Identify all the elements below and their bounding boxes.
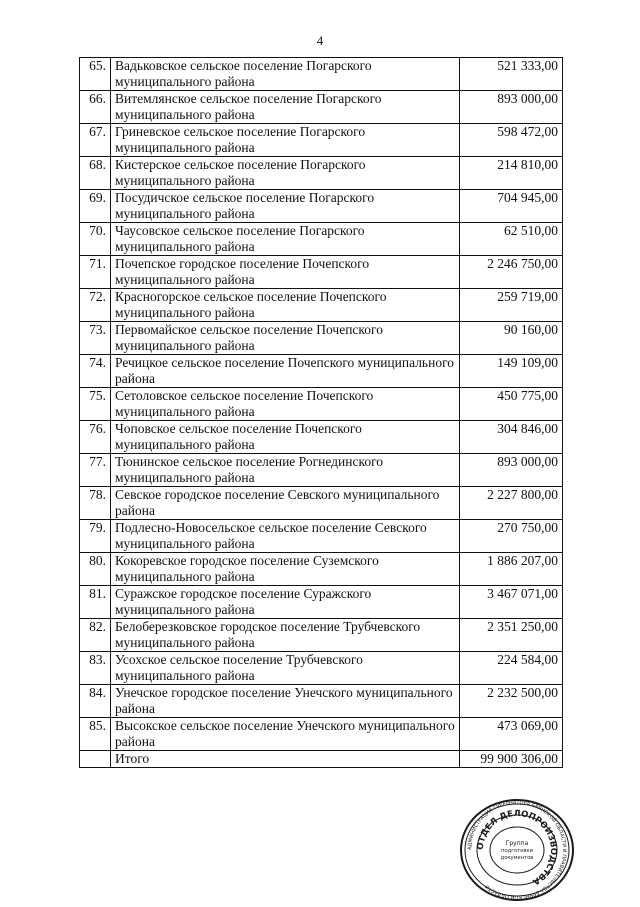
table-row [80,355,563,388]
stamp-center-line-2: подготовки [501,848,533,854]
settlement-name-cell: Белоберезковское городское поселение Трубчевского муниципального района [111,619,460,652]
amount-cell: 2 351 250,00 [460,619,563,652]
row-number-cell: 74. [80,355,111,388]
settlement-name-cell: Гриневское сельское поселение Погарского муниципального района [111,124,460,157]
table-body [80,58,563,768]
table-row [80,520,563,553]
row-number-cell: 80. [80,553,111,586]
amount-cell: 259 719,00 [460,289,563,322]
table-row [80,586,563,619]
table-row [80,487,563,520]
table-row [80,685,563,718]
table-row [80,124,563,157]
amount-cell: 2 246 750,00 [460,256,563,289]
table-row [80,718,563,751]
total-amount-cell: 99 900 306,00 [460,751,563,768]
row-number-cell: 81. [80,586,111,619]
allocation-table [79,57,563,768]
amount-cell: 521 333,00 [460,58,563,91]
total-number-cell [80,751,111,768]
table-row [80,652,563,685]
row-number-cell: 66. [80,91,111,124]
amount-cell: 598 472,00 [460,124,563,157]
row-number-cell: 85. [80,718,111,751]
amount-cell: 2 227 800,00 [460,487,563,520]
settlement-name-cell: Усохское сельское поселение Трубчевского муниципального района [111,652,460,685]
amount-cell: 893 000,00 [460,91,563,124]
amount-cell: 270 750,00 [460,520,563,553]
settlement-name-cell: Речицкое сельское поселение Почепского муниципального района [111,355,460,388]
row-number-cell: 79. [80,520,111,553]
settlement-name-cell: Красногорское сельское поселение Почепского муниципального района [111,289,460,322]
table-row [80,289,563,322]
amount-cell: 149 109,00 [460,355,563,388]
settlement-name-cell: Витемлянское сельское поселение Погарского муниципального района [111,91,460,124]
table-row [80,454,563,487]
settlement-name-cell: Сетоловское сельское поселение Почепского муниципального района [111,388,460,421]
table-row [80,421,563,454]
settlement-name-cell: Почепское городское поселение Почепского муниципального района [111,256,460,289]
amount-cell: 214 810,00 [460,157,563,190]
amount-cell: 224 584,00 [460,652,563,685]
row-number-cell: 68. [80,157,111,190]
table-row [80,322,563,355]
settlement-name-cell: Первомайское сельское поселение Почепского муниципального района [111,322,460,355]
row-number-cell: 84. [80,685,111,718]
row-number-cell: 73. [80,322,111,355]
row-number-cell: 77. [80,454,111,487]
settlement-name-cell: Высокское сельское поселение Унечского муниципального района [111,718,460,751]
settlement-name-cell: Кокоревское городское поселение Суземского муниципального района [111,553,460,586]
row-number-cell: 76. [80,421,111,454]
amount-cell: 3 467 071,00 [460,586,563,619]
settlement-name-cell: Тюнинское сельское поселение Рогнединского муниципального района [111,454,460,487]
table-row [80,157,563,190]
row-number-cell: 70. [80,223,111,256]
official-stamp [458,798,576,902]
table-row [80,619,563,652]
table-row [80,58,563,91]
row-number-cell: 65. [80,58,111,91]
row-number-cell: 67. [80,124,111,157]
row-number-cell: 83. [80,652,111,685]
amount-cell: 893 000,00 [460,454,563,487]
total-label-cell: Итого [111,751,460,768]
amount-cell: 704 945,00 [460,190,563,223]
row-number-cell: 72. [80,289,111,322]
row-number-cell: 71. [80,256,111,289]
settlement-name-cell: Чаусовское сельское поселение Погарского муниципального района [111,223,460,256]
settlement-name-cell: Подлесно-Новосельское сельское поселение Севского муниципального района [111,520,460,553]
stamp-outer-text: АДМИНИСТРАЦИЯ ГУБЕРНАТОРА БРЯНСКОЙ ОБЛАСТИ И ПРАВИТЕЛЬСТВА БРЯНСКОЙ ОБЛАСТИ [466,799,568,901]
table-row [80,190,563,223]
settlement-name-cell: Вадьковское сельское поселение Погарского муниципального района [111,58,460,91]
amount-cell: 450 775,00 [460,388,563,421]
settlement-name-cell: Суражское городское поселение Суражского муниципального района [111,586,460,619]
total-row [80,751,563,768]
settlement-name-cell: Кистерское сельское поселение Погарского муниципального района [111,157,460,190]
amount-cell: 473 069,00 [460,718,563,751]
stamp-center-line-3: документов [500,855,534,861]
table-row [80,223,563,256]
table-row [80,91,563,124]
amount-cell: 62 510,00 [460,223,563,256]
settlement-name-cell: Севское городское поселение Севского муниципального района [111,487,460,520]
settlement-name-cell: Посудичское сельское поселение Погарского муниципального района [111,190,460,223]
row-number-cell: 82. [80,619,111,652]
settlement-name-cell: Унечское городское поселение Унечского муниципального района [111,685,460,718]
row-number-cell: 75. [80,388,111,421]
amount-cell: 90 160,00 [460,322,563,355]
page-number: 4 [316,33,324,48]
amount-cell: 1 886 207,00 [460,553,563,586]
table-row [80,256,563,289]
amount-cell: 304 846,00 [460,421,563,454]
stamp-center-line-1: Группа [505,840,529,847]
row-number-cell: 69. [80,190,111,223]
stamp-seal-graphic [458,798,576,902]
row-number-cell: 78. [80,487,111,520]
stamp-ring-text: ОТДЕЛ ДЕЛОПРОИЗВОДСТВА [475,808,559,887]
amount-cell: 2 232 500,00 [460,685,563,718]
table-row [80,553,563,586]
table-row [80,388,563,421]
settlement-name-cell: Чоповское сельское поселение Почепского муниципального района [111,421,460,454]
